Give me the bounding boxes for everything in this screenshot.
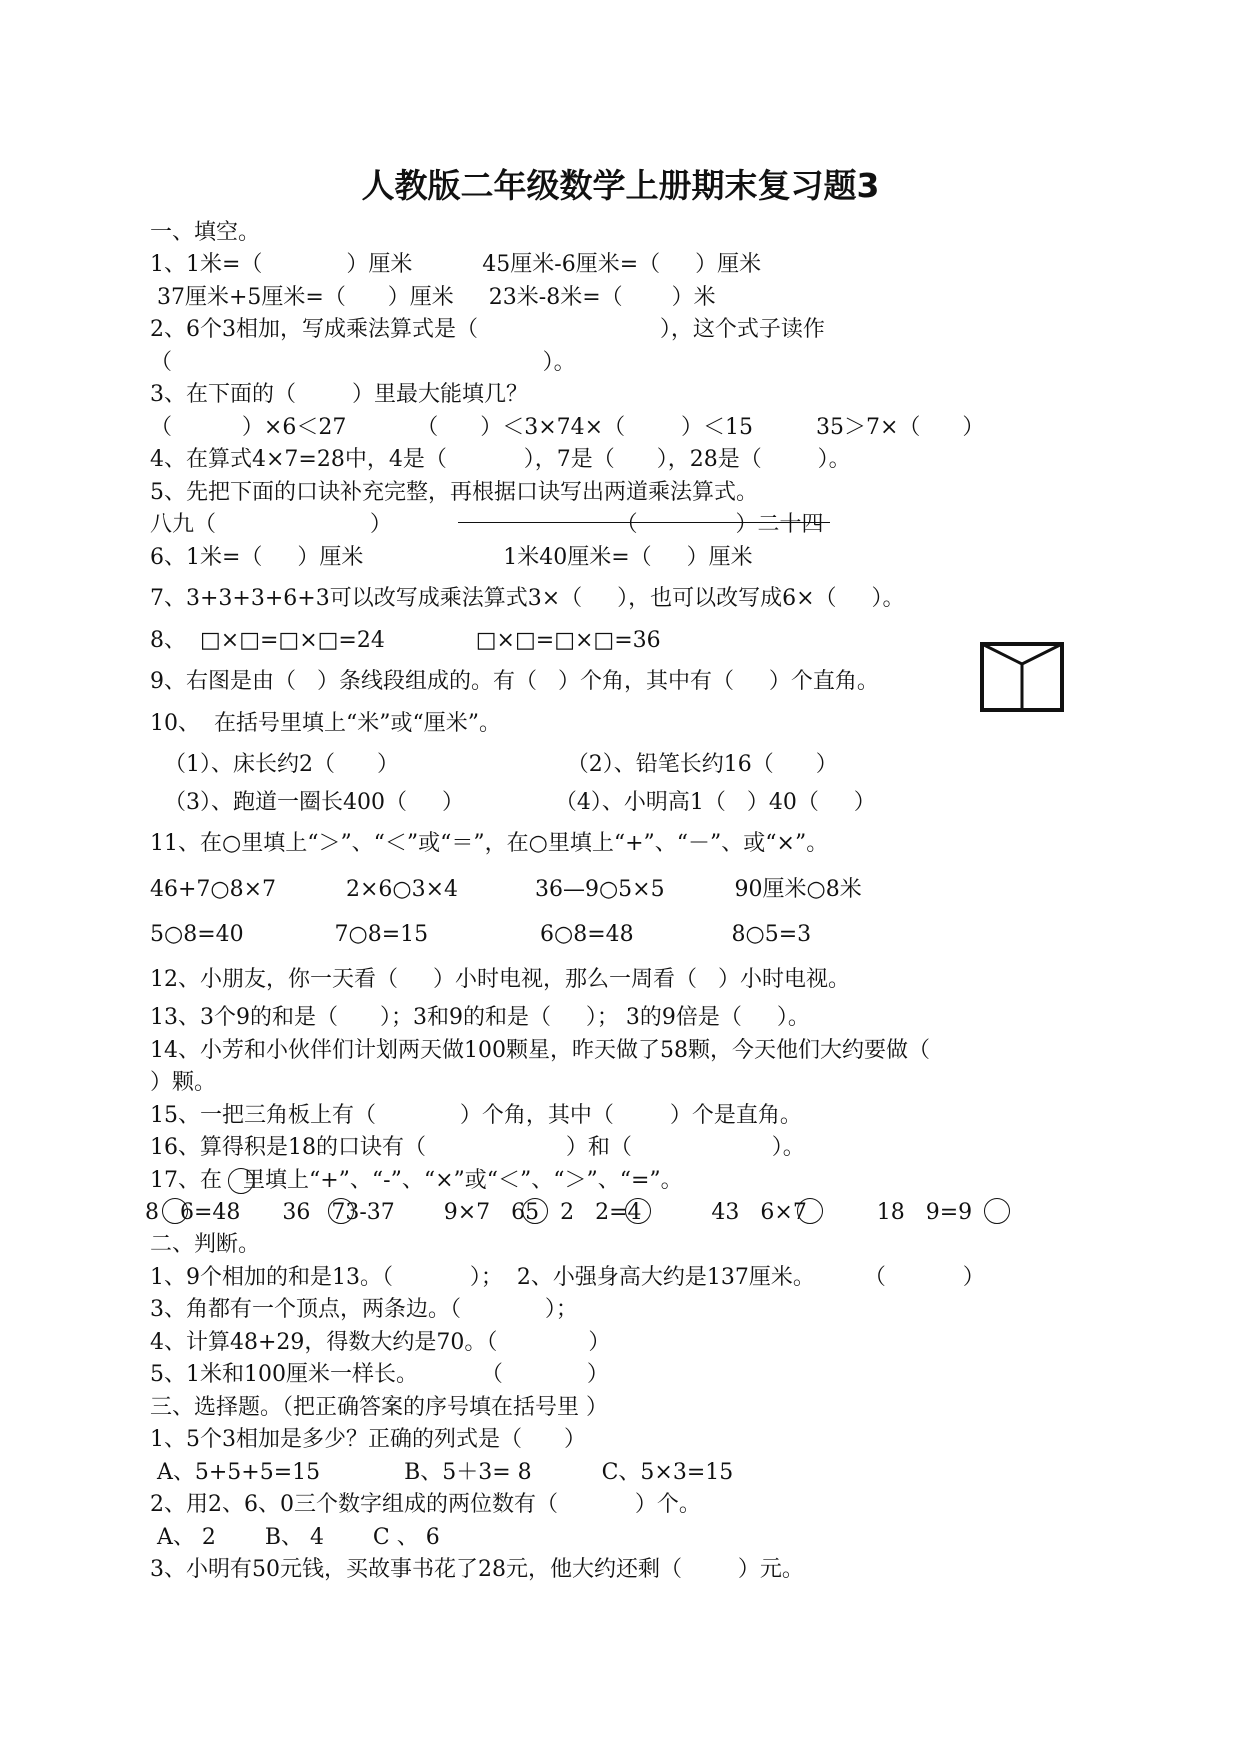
question-1b: 37厘米+5厘米=（ ）厘米 23米-8米=（ ）米 [150,285,716,310]
circle-blank [984,1198,1010,1224]
choice-2: 2、用2、6、0三个数字组成的两位数有（ ）个。 [150,1492,701,1517]
line-segment-figure [980,642,1064,712]
circle-blank [522,1198,548,1224]
question-14b: ）颗。 [150,1070,217,1095]
choice-2-options: A、 2 B、 4 C 、 6 [150,1525,440,1550]
choice-1: 1、5个3相加是多少？正确的列式是（ ） [150,1427,586,1452]
question-17-items: 8 6=48 36 73-37 9×7 65 2 2=4 43 6×7 18 9=9 [145,1200,973,1225]
question-7: 7、3+3+3+6+3可以改写成乘法算式3×（ ），也可以改写成6×（ ）。 [150,586,905,611]
question-17: 17、在 里填上“+”、“-”、“×”或“＜”、“＞”、“=”。 [150,1168,683,1193]
question-15: 15、一把三角板上有（ ）个角，其中（ ）个是直角。 [150,1103,802,1128]
question-6: 6、1米=（ ）厘米 1米40厘米=（ ）厘米 [150,545,753,570]
question-2b: （ ）。 [150,350,576,375]
question-9: 9、右图是由（ ）条线段组成的。有（ ）个角，其中有（ ）个直角。 [150,669,879,694]
circle-blank [797,1198,823,1224]
question-10-row1: （1）、床长约2（ ） （2）、铅笔长约16（ ） [150,752,838,777]
circle-blank [228,1168,254,1194]
choice-3: 3、小明有50元钱，买故事书花了28元，他大约还剩（ ）元。 [150,1557,804,1582]
page-title: 人教版二年级数学上册期末复习题3 [361,166,880,205]
section-3-heading: 三、选择题。（把正确答案的序号填在括号里 ） [150,1395,608,1420]
question-1a: 1、1米=（ ）厘米 45厘米-6厘米=（ ）厘米 [150,252,762,277]
answer-underline [458,522,830,523]
judge-4: 4、计算48+29，得数大约是70。（ ） [150,1330,611,1355]
circle-blank [328,1198,354,1224]
question-11-row1: 46+7○8×7 2×6○3×4 36—9○5×5 90厘米○8米 [150,877,862,902]
question-14a: 14、小芳和小伙伴们计划两天做100颗星，昨天做了58颗，今天他们大约要做（ [150,1038,930,1063]
section-1-heading: 一、填空。 [150,220,261,245]
choice-1-options: A、5+5+5=15 B、5＋3= 8 C、5×3=15 [150,1460,734,1485]
section-2-heading: 二、判断。 [150,1232,261,1257]
judge-3: 3、角都有一个顶点，两条边。（ ）； [150,1297,578,1322]
judge-1-2: 1、9个相加的和是13。（ ）； 2、小强身高大约是137厘米。 （ ） [150,1265,985,1290]
question-12: 12、小朋友，你一天看（ ）小时电视，那么一周看（ ）小时电视。 [150,967,850,992]
question-5: 5、先把下面的口诀补充完整，再根据口诀写出两道乘法算式。 [150,480,758,505]
question-11-row2: 5○8=40 7○8=15 6○8=48 8○5=3 [150,922,812,947]
question-8: 8、 □×□=□×□=24 □×□=□×□=36 [150,628,661,653]
question-13: 13、3个9的和是（ ）；3和9的和是（ ）； 3的9倍是（ ）。 [150,1005,810,1030]
question-2a: 2、6个3相加，写成乘法算式是（ ），这个式子读作 [150,317,825,342]
question-4: 4、在算式4×7=28中，4是（ ），7是（ ），28是（ ）。 [150,447,851,472]
question-11: 11、在○里填上“＞”、“＜”或“＝”，在○里填上“+”、“－”、或“×”。 [150,831,829,856]
question-10-row2: （3）、跑道一圈长400（ ） （4）、小明高1（ ）40（ ） [150,790,876,815]
question-16: 16、算得积是18的口诀有（ ）和（ ）。 [150,1135,805,1160]
judge-5: 5、1米和100厘米一样长。 （ ） [150,1362,609,1387]
circle-blank [162,1198,188,1224]
question-10: 10、 在括号里填上“米”或“厘米”。 [150,711,501,736]
question-5-items: 八九（ ） （ ）二十四 [150,512,824,537]
question-3-items: （ ）×6＜27 （ ）＜3×74×（ ）＜15 35＞7×（ ） [150,415,985,440]
question-3: 3、在下面的（ ）里最大能填几？ [150,382,528,407]
circle-blank [625,1198,651,1224]
